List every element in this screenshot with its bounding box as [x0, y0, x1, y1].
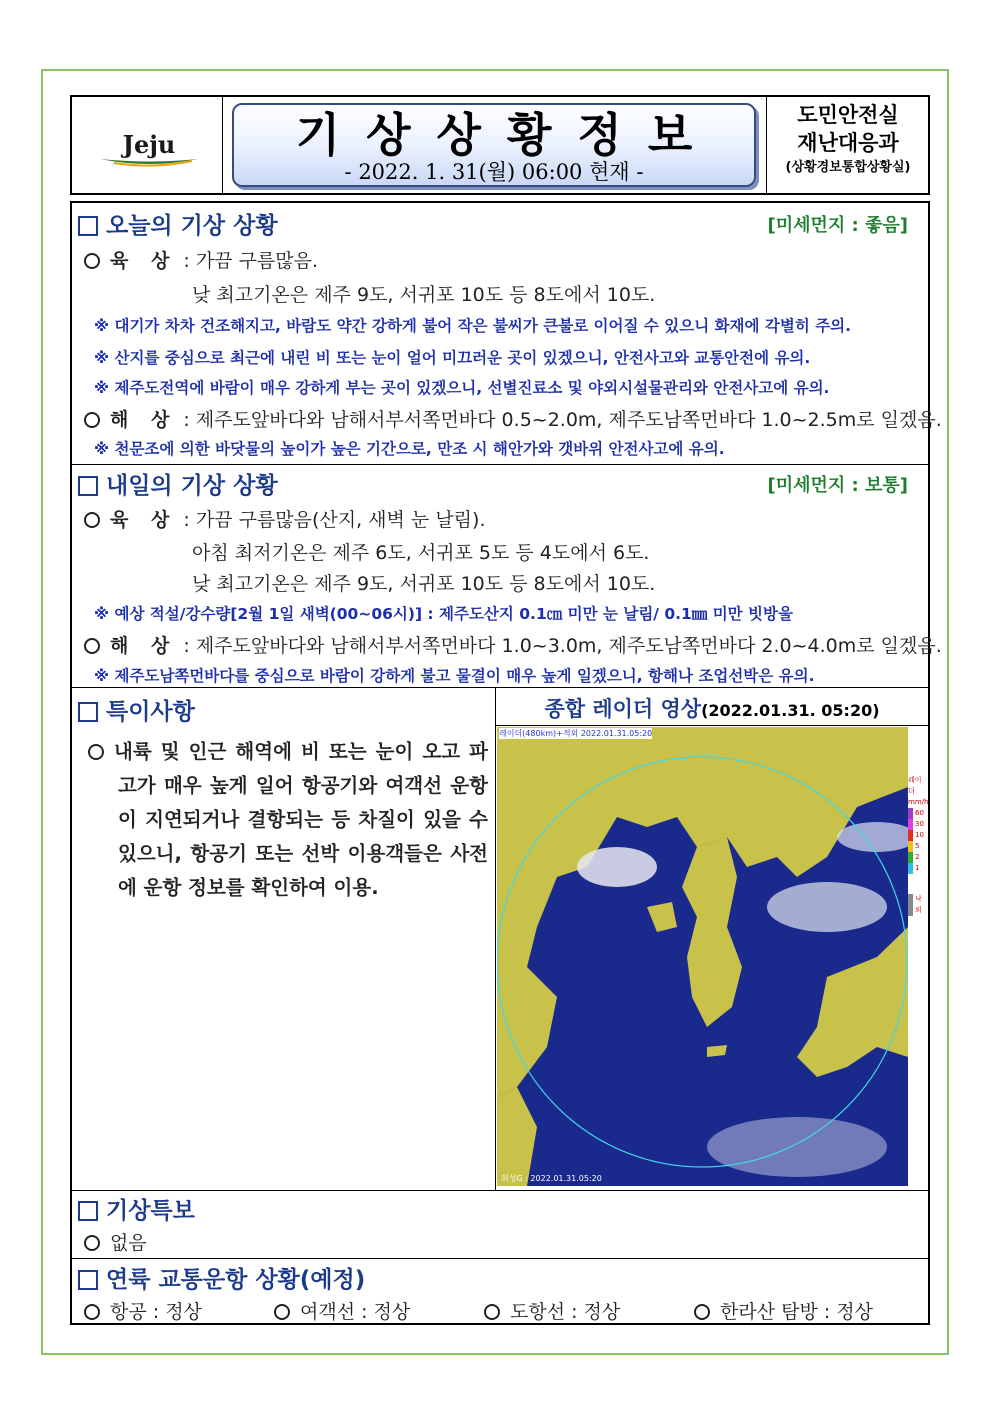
department-line3: (상황경보통합상황실)	[785, 160, 911, 175]
traffic-hallasan: 한라산 탐방 : 정상	[694, 1297, 873, 1324]
legend-unit: mm/h	[908, 798, 929, 806]
divider	[72, 687, 928, 688]
sea-label: 해 상	[110, 635, 178, 657]
radar-map	[497, 727, 908, 1186]
legend-value: 1	[908, 863, 928, 874]
special-text: 내륙 및 인근 해역에 비 또는 눈이 오고 파고가 매우 높게 일어 항공기와 여객선 운항이 지연되거나 결항되는 등 차질이 있을 수 있으니, 항공기 또는 선박 이용객들은 사전에 운항 정보를 확인하여 이용.	[114, 740, 488, 899]
divider	[496, 725, 928, 726]
bullet-circle-icon	[84, 412, 100, 428]
radar-image	[497, 727, 908, 1186]
radar-title: 종합 레이더 영상(2022.01.31. 05:20)	[544, 697, 880, 721]
divider	[72, 464, 928, 465]
tomorrow-dust-status: [미세먼지 : 보통]	[767, 475, 908, 496]
bullet-circle-icon	[84, 253, 100, 269]
today-sea-note: ※ 천문조에 의한 바닷물의 높이가 높은 기간으로, 만조 시 해안가와 갯바위 안전사고에 유의.	[94, 440, 725, 458]
bullet-circle-icon	[694, 1304, 710, 1320]
satellite-caption: 위성G : 2022.01.31.05:20	[501, 1174, 602, 1183]
today-dust-status: [미세먼지 : 좋음]	[767, 215, 908, 236]
today-note-2: ※ 산지를 중심으로 최근에 내린 비 또는 눈이 얼어 미끄러운 곳이 있겠으니, 안전사고와 교통안전에 유의.	[94, 349, 811, 367]
title-box	[232, 103, 756, 187]
today-sea-row	[84, 405, 942, 432]
report-header	[70, 95, 930, 195]
checkbox-icon	[78, 1201, 98, 1221]
divider	[72, 1258, 928, 1259]
bullet-circle-icon	[84, 638, 100, 654]
warning-value: 없음	[110, 1232, 147, 1254]
bullet-circle-icon	[484, 1304, 500, 1320]
legend-value: 5	[908, 841, 928, 852]
tomorrow-sea-note: ※ 제주도남쪽먼바다를 중심으로 바람이 강하게 불고 물결이 매우 높게 일겠으니, 항해나 조업선박은 유의.	[94, 667, 815, 685]
today-land-line1: : 가끔 구름많음.	[183, 250, 319, 272]
bullet-circle-icon	[84, 1304, 100, 1320]
traffic-ferry: 여객선 : 정상	[274, 1297, 410, 1324]
legend-value: 30	[908, 819, 928, 830]
legend-label: 레이더	[908, 776, 922, 795]
tomorrow-land-line1: : 가끔 구름많음(산지, 새벽 눈 날림).	[183, 509, 486, 531]
department-line1: 도민안전실	[797, 103, 899, 127]
legend-value: 2	[908, 852, 928, 863]
legend-value: 10	[908, 830, 928, 841]
warning-row	[84, 1228, 147, 1255]
warning-section-title: 기상특보	[78, 1192, 195, 1225]
special-section-title: 특이사항	[78, 693, 195, 726]
today-note-3: ※ 제주도전역에 바람이 매우 강하게 부는 곳이 있겠으니, 선별진료소 및 야외시설물관리와 안전사고에 유의.	[94, 379, 830, 397]
tomorrow-section-title: 내일의 기상 상황	[78, 467, 278, 500]
tomorrow-land-line2: 아침 최저기온은 제주 6도, 서귀포 5도 등 4도에서 6도.	[192, 542, 650, 564]
jeju-logo	[94, 125, 204, 169]
checkbox-icon	[78, 702, 98, 722]
bullet-circle-icon	[84, 1235, 100, 1251]
legend-value: 60	[908, 808, 928, 819]
special-notice	[88, 735, 488, 905]
radar-legend	[908, 775, 928, 916]
today-land-row	[84, 246, 318, 273]
today-section-title: 오늘의 기상 상황	[78, 207, 278, 240]
department-line2: 재난대응과	[797, 131, 899, 155]
radar-caption: 레이더(480km)+적외 2022.01.31.05:20	[499, 729, 653, 738]
tomorrow-land-line3: 낮 최고기온은 제주 9도, 서귀포 10도 등 8도에서 10도.	[192, 573, 656, 595]
today-note-1: ※ 대기가 차차 건조해지고, 바람도 약간 강하게 불어 작은 불씨가 큰불로 이어질 수 있으니 화재에 각별히 주의.	[94, 317, 852, 335]
radar-timestamp: (2022.01.31. 05:20)	[701, 701, 880, 720]
checkbox-icon	[78, 216, 98, 236]
traffic-island-ferry: 도항선 : 정상	[484, 1297, 620, 1324]
legend-lightning: 낙뢰	[908, 894, 928, 916]
today-sea-line: : 제주도앞바다와 남해서부서쪽먼바다 0.5~2.0m, 제주도남쪽먼바다 1.0~2.5m로 일겠음.	[183, 409, 942, 431]
bullet-circle-icon	[88, 744, 104, 760]
sea-label: 해 상	[110, 409, 178, 431]
bullet-circle-icon	[274, 1304, 290, 1320]
checkbox-icon	[78, 476, 98, 496]
checkbox-icon	[78, 1270, 98, 1290]
traffic-section-title: 연륙 교통운항 상황(예정)	[78, 1261, 365, 1294]
column-divider	[495, 687, 496, 1190]
land-label: 육 상	[110, 509, 178, 531]
bullet-circle-icon	[84, 512, 100, 528]
tomorrow-sea-line: : 제주도앞바다와 남해서부서쪽먼바다 1.0~3.0m, 제주도남쪽먼바다 2.0~4.0m로 일겠음.	[183, 635, 942, 657]
tomorrow-land-row	[84, 505, 485, 532]
land-label: 육 상	[110, 250, 178, 272]
logo-text: Jeju	[122, 130, 176, 159]
logo-cell	[72, 97, 223, 193]
report-date: - 2022. 1. 31(월) 06:00 현재 -	[344, 160, 644, 184]
main-table	[70, 201, 942, 1325]
tomorrow-sea-row	[84, 631, 942, 658]
department-cell	[766, 97, 929, 193]
today-land-line2: 낮 최고기온은 제주 9도, 서귀포 10도 등 8도에서 10도.	[192, 284, 656, 306]
traffic-air: 항공 : 정상	[84, 1297, 202, 1324]
divider	[72, 1190, 928, 1191]
tomorrow-land-note: ※ 예상 적설/강수량[2월 1일 새벽(00~06시)] : 제주도산지 0.1㎝ 미만 눈 날림/ 0.1㎜ 미만 빗방울	[94, 605, 793, 623]
page-title: 기상상황정보	[295, 108, 719, 162]
